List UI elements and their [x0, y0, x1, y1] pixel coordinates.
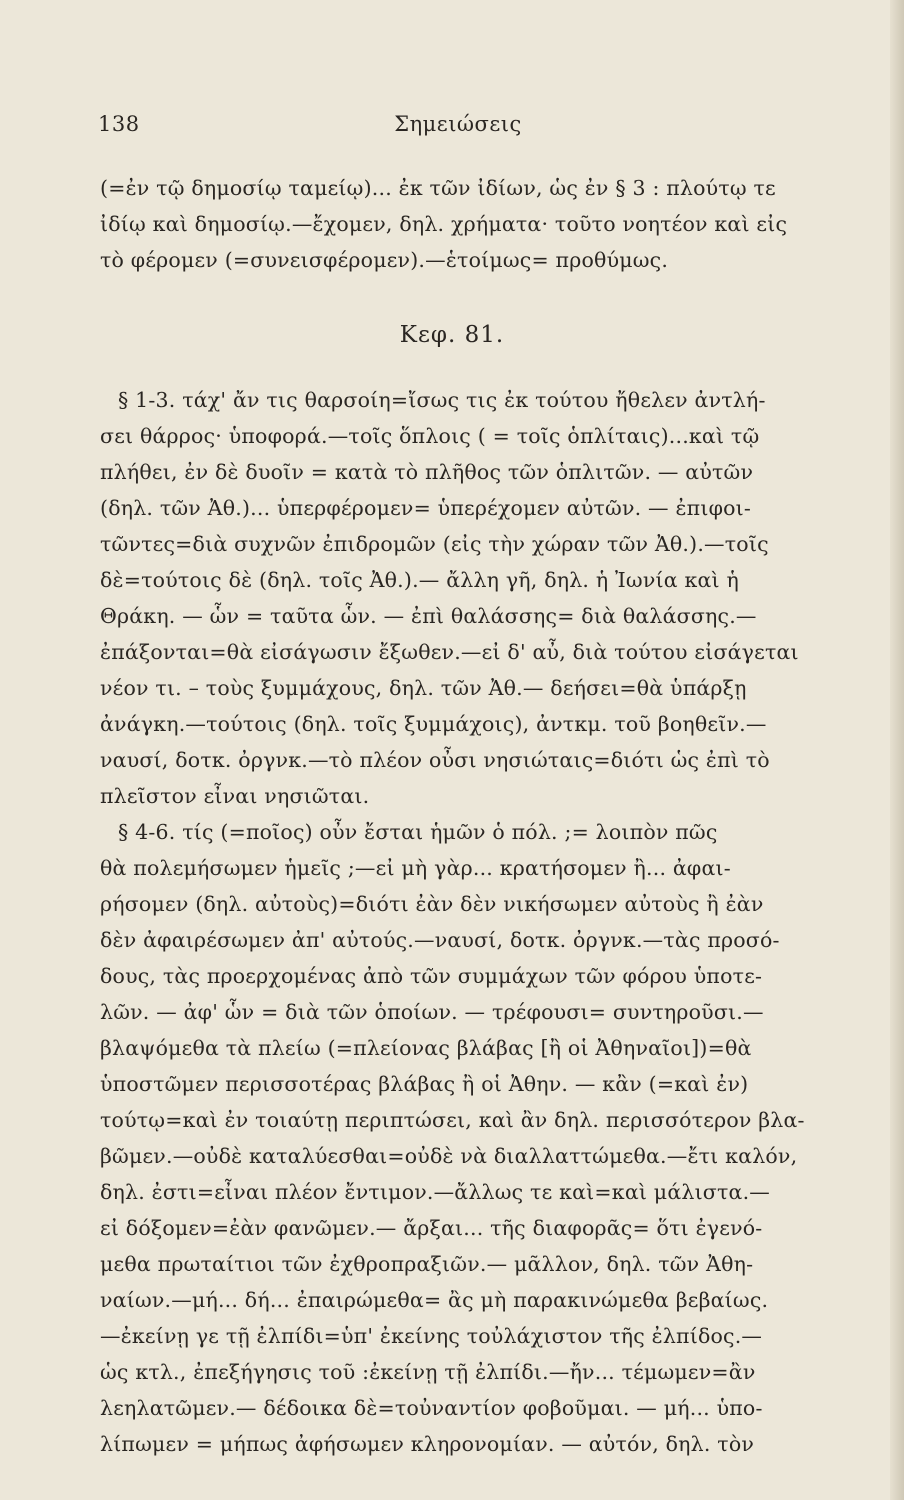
- page-number: 138: [98, 112, 140, 136]
- text-line: πλήθει, ἐν δὲ δυοῖν = κατὰ τὸ πλῆθος τῶν ὁπλιτῶν. — αὐτῶν: [100, 460, 754, 484]
- text-line: δηλ. ἐστι=εἶναι πλέον ἔντιμον.—ἄλλως τε καὶ=καὶ μάλιστα.—: [100, 1180, 771, 1204]
- text-line: εἰ δόξομεν=ἐὰν φανῶμεν.— ἄρξαι... τῆς διαφορᾶς= ὅτι ἐγενό-: [100, 1216, 763, 1240]
- text-line: βῶμεν.—οὐδὲ καταλύεσθαι=οὐδὲ νὰ διαλλαττώμεθα.—ἔτι καλόν,: [100, 1144, 798, 1168]
- text-line: ναυσί, δοτκ. ὀργνκ.—τὸ πλέον οὖσι νησιώταις=διότι ὡς ἐπὶ τὸ: [100, 748, 770, 772]
- text-line: βλαψόμεθα τὰ πλείω (=πλείονας βλάβας [ἢ οἱ Ἀθηναῖοι])=θὰ: [100, 1036, 752, 1060]
- text-line: θὰ πολεμήσωμεν ἡμεῖς ;—εἰ μὴ γὰρ... κρατήσομεν ἢ... ἀφαι-: [100, 856, 731, 880]
- text-line: (δηλ. τῶν Ἀθ.)... ὑπερφέρομεν= ὑπερέχομεν αὐτῶν. — ἐπιφοι-: [100, 496, 752, 520]
- text-line: ρήσομεν (δηλ. αὐτοὺς)=διότι ἐὰν δὲν νικήσωμεν αὐτοὺς ἢ ἐὰν: [100, 892, 764, 916]
- page-binding-edge: [890, 0, 904, 1500]
- text-line: νέον τι. – τοὺς ξυμμάχους, δηλ. τῶν Ἀθ.— δεήσει=θὰ ὑπάρξῃ: [100, 676, 747, 700]
- text-line: ἀνάγκη.—τούτοις (δηλ. τοῖς ξυμμάχοις), ἀντκμ. τοῦ βοηθεῖν.—: [100, 712, 767, 736]
- text-line: ὡς κτλ., ἐπεξήγησις τοῦ :ἐκείνῃ τῇ ἐλπίδι.—ἤν... τέμωμεν=ἂν: [100, 1360, 756, 1384]
- text-line: § 4-6. τίς (=ποῖος) οὖν ἔσται ἡμῶν ὁ πόλ. ;= λοιπὸν πῶς: [118, 820, 718, 844]
- text-line: τῶντες=διὰ συχνῶν ἐπιδρομῶν (εἰς τὴν χώραν τῶν Ἀθ.).—τοῖς: [100, 532, 769, 556]
- text-line: (=ἐν τῷ δημοσίῳ ταμείῳ)... ἐκ τῶν ἰδίων, ὡς ἐν § 3 : πλούτῳ τε: [100, 176, 776, 200]
- text-line: μεθα πρωταίτιοι τῶν ἐχθροπραξιῶν.— μᾶλλον, δηλ. τῶν Ἀθη-: [100, 1252, 754, 1276]
- text-line: λῶν. — ἀφ' ὧν = διὰ τῶν ὁποίων. — τρέφουσι= συντηροῦσι.—: [100, 1000, 764, 1024]
- text-line: Θράκη. — ὧν = ταῦτα ὧν. — ἐπὶ θαλάσσης= διὰ θαλάσσης.—: [100, 604, 757, 628]
- running-title: Σημειώσεις: [394, 112, 522, 136]
- text-line: τὸ φέρομεν (=συνεισφέρομεν).—ἑτοίμως= προθύμως.: [100, 248, 669, 272]
- text-line: ναίων.—μή... δή... ἐπαιρώμεθα= ἂς μὴ παρακινώμεθα βεβαίως.: [100, 1288, 769, 1312]
- page-header: [98, 112, 842, 142]
- text-line: τούτῳ=καὶ ἐν τοιαύτῃ περιπτώσει, καὶ ἂν δηλ. περισσότερον βλα-: [100, 1108, 805, 1132]
- text-line: σει θάρρος· ὑποφορά.—τοῖς ὅπλοις ( = τοῖς ὁπλίταις)...καὶ τῷ: [100, 424, 760, 448]
- text-line: λίπωμεν = μήπως ἀφήσωμεν κληρονομίαν. — αὐτόν, δηλ. τὸν: [100, 1432, 755, 1456]
- text-line: ἐπάξονται=θὰ εἰσάγωσιν ἔξωθεν.—εἰ δ' αὖ, διὰ τούτου εἰσάγεται: [100, 640, 799, 664]
- text-line: δὲ=τούτοις δὲ (δηλ. τοῖς Ἀθ.).— ἄλλη γῆ, δηλ. ἡ Ἰωνία καὶ ἡ: [100, 568, 739, 592]
- text-line: § 1-3. τάχ' ἄν τις θαρσοίη=ἴσως τις ἐκ τούτου ἤθελεν ἀντλή-: [118, 388, 766, 412]
- text-line: δους, τὰς προερχομένας ἀπὸ τῶν συμμάχων τῶν φόρου ὑποτε-: [100, 964, 763, 988]
- text-line: πλεῖστον εἶναι νησιῶται.: [100, 784, 370, 808]
- text-line: ἰδίῳ καὶ δημοσίῳ.—ἔχομεν, δηλ. χρήματα· τοῦτο νοητέον καὶ εἰς: [100, 212, 788, 236]
- text-line: δὲν ἀφαιρέσωμεν ἀπ' αὐτούς.—ναυσί, δοτκ. ὀργνκ.—τὰς προσό-: [100, 928, 780, 952]
- chapter-heading: Κεφ. 81.: [399, 322, 505, 348]
- text-line: —ἐκείνῃ γε τῇ ἐλπίδι=ὑπ' ἐκείνης τοὐλάχιστον τῆς ἐλπίδος.—: [100, 1324, 763, 1348]
- text-line: λεηλατῶμεν.— δέδοικα δὲ=τοὐναντίον φοβοῦμαι. — μή... ὑπο-: [100, 1396, 763, 1420]
- text-line: ὑποστῶμεν περισσοτέρας βλάβας ἢ οἱ Ἀθην. — κἂν (=καὶ ἐν): [100, 1072, 749, 1096]
